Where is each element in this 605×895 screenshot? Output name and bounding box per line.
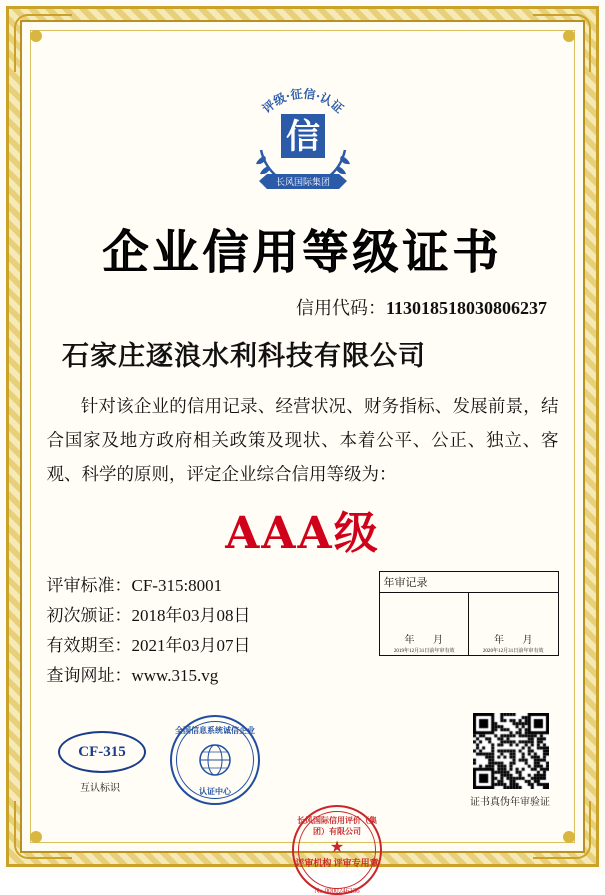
organization-emblem-icon bbox=[239, 84, 367, 202]
info-website: 查询网址：www.315.vg bbox=[46, 666, 219, 685]
blue-seal-arc-top: 全国信息系统诚信企业 bbox=[175, 726, 255, 735]
annual-review-title: 年审记录 bbox=[380, 572, 558, 593]
info-list bbox=[47, 571, 251, 691]
red-seal-number: No.0000246236 bbox=[314, 887, 360, 895]
annual-review-ym-1: 年 月 bbox=[404, 635, 451, 646]
blue-seal-arc-bottom: 认证中心 bbox=[199, 787, 231, 796]
annual-review-cell-2 bbox=[469, 593, 558, 655]
certificate-title: 企业信用等级证书 bbox=[102, 225, 503, 279]
credit-code-value: 113018518030806237 bbox=[385, 298, 547, 318]
emblem-arc-text: 评级·征信·认证 bbox=[259, 86, 346, 116]
emblem-ribbon-text: 长风国际集团 bbox=[275, 178, 330, 188]
lower-info-block bbox=[47, 571, 559, 691]
red-seal-arc-top: 长风国际信用评价（集团）有限公司 bbox=[297, 816, 377, 836]
qr-code[interactable] bbox=[473, 713, 549, 789]
emblem-center-char: 信 bbox=[285, 117, 320, 157]
info-standard: 评审标准：CF-315:8001 bbox=[46, 576, 223, 595]
annual-review-cells bbox=[380, 593, 558, 655]
certificate-body-text bbox=[47, 389, 559, 491]
annual-review-cell-1 bbox=[380, 593, 470, 655]
credit-grade: AAA级 bbox=[225, 508, 380, 559]
paragraph-text: 针对该企业的信用记录、经营状况、财务指标、发展前景，结合国家及地方政府相关政策及现状、本着公平、公正、独立、客观、科学的原则，评定企业综合信用等级为： bbox=[46, 396, 559, 484]
cf315-oval-text: CF-315 bbox=[58, 731, 146, 773]
qr-caption: 证书真伪年审验证 bbox=[470, 797, 550, 808]
cf315-caption: 互认标识 bbox=[80, 783, 120, 794]
annual-review-box bbox=[379, 571, 559, 656]
annual-review-note-2: 2020年12月31日前年审有效 bbox=[482, 648, 544, 654]
credit-code-line bbox=[296, 294, 547, 320]
annual-review-ym-2: 年 月 bbox=[494, 635, 541, 646]
red-seal-center-text: 评审机构 评审专用章 bbox=[295, 857, 379, 868]
cf315-mark bbox=[58, 731, 142, 773]
company-name: 石家庄逐浪水利科技有限公司 bbox=[62, 341, 426, 372]
info-expiry-date: 有效期至：2021年03月07日 bbox=[46, 636, 251, 655]
star-icon: ★ bbox=[329, 838, 345, 856]
blue-certification-seal bbox=[170, 715, 260, 805]
annual-review-note-1: 2019年12月31日前年审有效 bbox=[393, 648, 455, 654]
info-issue-date: 初次颁证：2018年03月08日 bbox=[46, 606, 251, 625]
credit-code-label: 信用代码： bbox=[295, 298, 386, 318]
red-review-seal bbox=[292, 805, 382, 895]
svg-text:评级·征信·认证 bbox=[259, 86, 347, 116]
seals-row bbox=[40, 709, 565, 895]
